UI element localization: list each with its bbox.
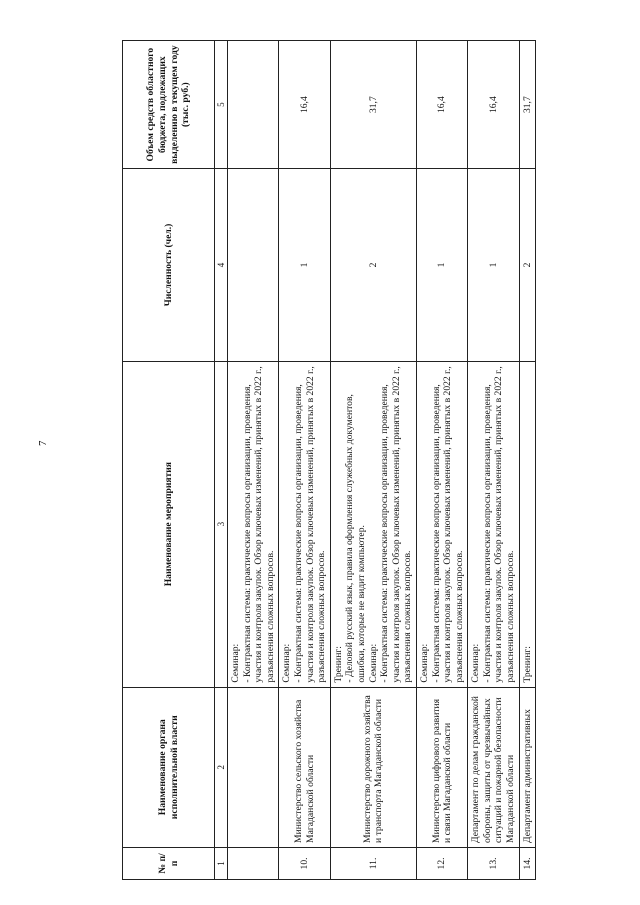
participant-count: 1	[279, 169, 330, 361]
event-description	[228, 361, 279, 687]
table-row	[228, 41, 279, 880]
event-line: - Контрактная система: практические вопросы организации, проведения, участия и контроля закупок. Обзор ключевых изменений, принятых в 2022 г., разъяснения сложных вопросов.	[430, 366, 465, 683]
participant-count: 2	[519, 169, 536, 361]
agency-name: Министерство цифрового развития и связи Магаданской области	[416, 687, 467, 847]
header-budget: Объем средств областного бюджета, подлежащих выделению в текущем году (тыс. руб.)	[123, 41, 215, 169]
participant-count: 2	[330, 169, 416, 361]
event-description	[519, 361, 536, 687]
row-number: 11.	[330, 847, 416, 879]
row-number: 10.	[279, 847, 330, 879]
budget-amount: 31,7	[519, 41, 536, 169]
header-agency: Наименование органа исполнительной власти	[123, 687, 215, 847]
event-description	[330, 361, 416, 687]
participant-count: 1	[468, 169, 519, 361]
header-num: № п/п	[123, 847, 215, 879]
participant-count: 1	[416, 169, 467, 361]
event-line: - Контрактная система: практические вопросы организации, проведения, участия и контроля закупок. Обзор ключевых изменений, принятых в 2022 г., разъяснения сложных вопросов.	[241, 366, 276, 683]
budget-amount	[228, 41, 279, 169]
table-row	[279, 41, 330, 880]
event-line: Семинар:	[367, 643, 379, 683]
table-row	[519, 41, 536, 880]
budget-amount: 16,4	[416, 41, 467, 169]
table-row	[468, 41, 519, 880]
row-number: 14.	[519, 847, 536, 879]
events-table	[122, 40, 536, 880]
column-number: 1	[215, 847, 228, 879]
table-header-row	[123, 41, 215, 880]
column-number: 3	[215, 361, 228, 687]
column-number-row	[215, 41, 228, 880]
column-number: 5	[215, 41, 228, 169]
event-line: Тренинг:	[332, 646, 344, 683]
agency-name: Департамент по делам гражданской обороны, защиты от чрезвычайных ситуаций и пожарной безопасности Магаданской области	[468, 687, 519, 847]
budget-amount: 16,4	[468, 41, 519, 169]
event-line: Семинар:	[230, 643, 241, 683]
agency-name: Министерство сельского хозяйства Магаданской области	[279, 687, 330, 847]
event-line: Семинар:	[418, 643, 430, 683]
budget-amount: 16,4	[279, 41, 330, 169]
event-line: - Контрактная система: практические вопросы организации, проведения, участия и контроля закупок. Обзор ключевых изменений, принятых в 2022 г., разъяснения сложных вопросов.	[292, 366, 328, 683]
event-line: - Контрактная система: практические вопросы организации, проведения, участия и контроля закупок. Обзор ключевых изменений, принятых в 2022 г., разъяснения сложных вопросов.	[379, 366, 414, 683]
budget-amount: 31,7	[330, 41, 416, 169]
agency-name	[228, 687, 279, 847]
header-count: Численность (чел.)	[123, 169, 215, 361]
event-line: - Деловой русский язык, правила оформления служебных документов, ошибки, которые не видит компьютер.	[344, 394, 367, 683]
row-number: 13.	[468, 847, 519, 879]
event-line: Семинар:	[470, 643, 482, 683]
page-number: 7	[37, 440, 49, 446]
column-number: 2	[215, 687, 228, 847]
table-body	[228, 41, 536, 880]
participant-count	[228, 169, 279, 361]
event-line: - Контрактная система: практические вопросы организации, проведения, участия и контроля закупок. Обзор ключевых изменений, принятых в 2022 г., разъяснения сложных вопросов.	[481, 366, 517, 683]
header-event: Наименование мероприятия	[123, 361, 215, 687]
event-description	[468, 361, 519, 687]
event-line: Тренинг:	[521, 646, 533, 683]
table-row	[416, 41, 467, 880]
event-line: Семинар:	[281, 643, 293, 683]
agency-name: Министерство дорожного хозяйства и транспорта Магаданской области	[330, 687, 416, 847]
event-description	[416, 361, 467, 687]
agency-name: Департамент административных	[519, 687, 536, 847]
row-number	[228, 847, 279, 879]
event-description	[279, 361, 330, 687]
column-number: 4	[215, 169, 228, 361]
rotated-table-container	[122, 40, 536, 880]
table-row	[330, 41, 416, 880]
row-number: 12.	[416, 847, 467, 879]
